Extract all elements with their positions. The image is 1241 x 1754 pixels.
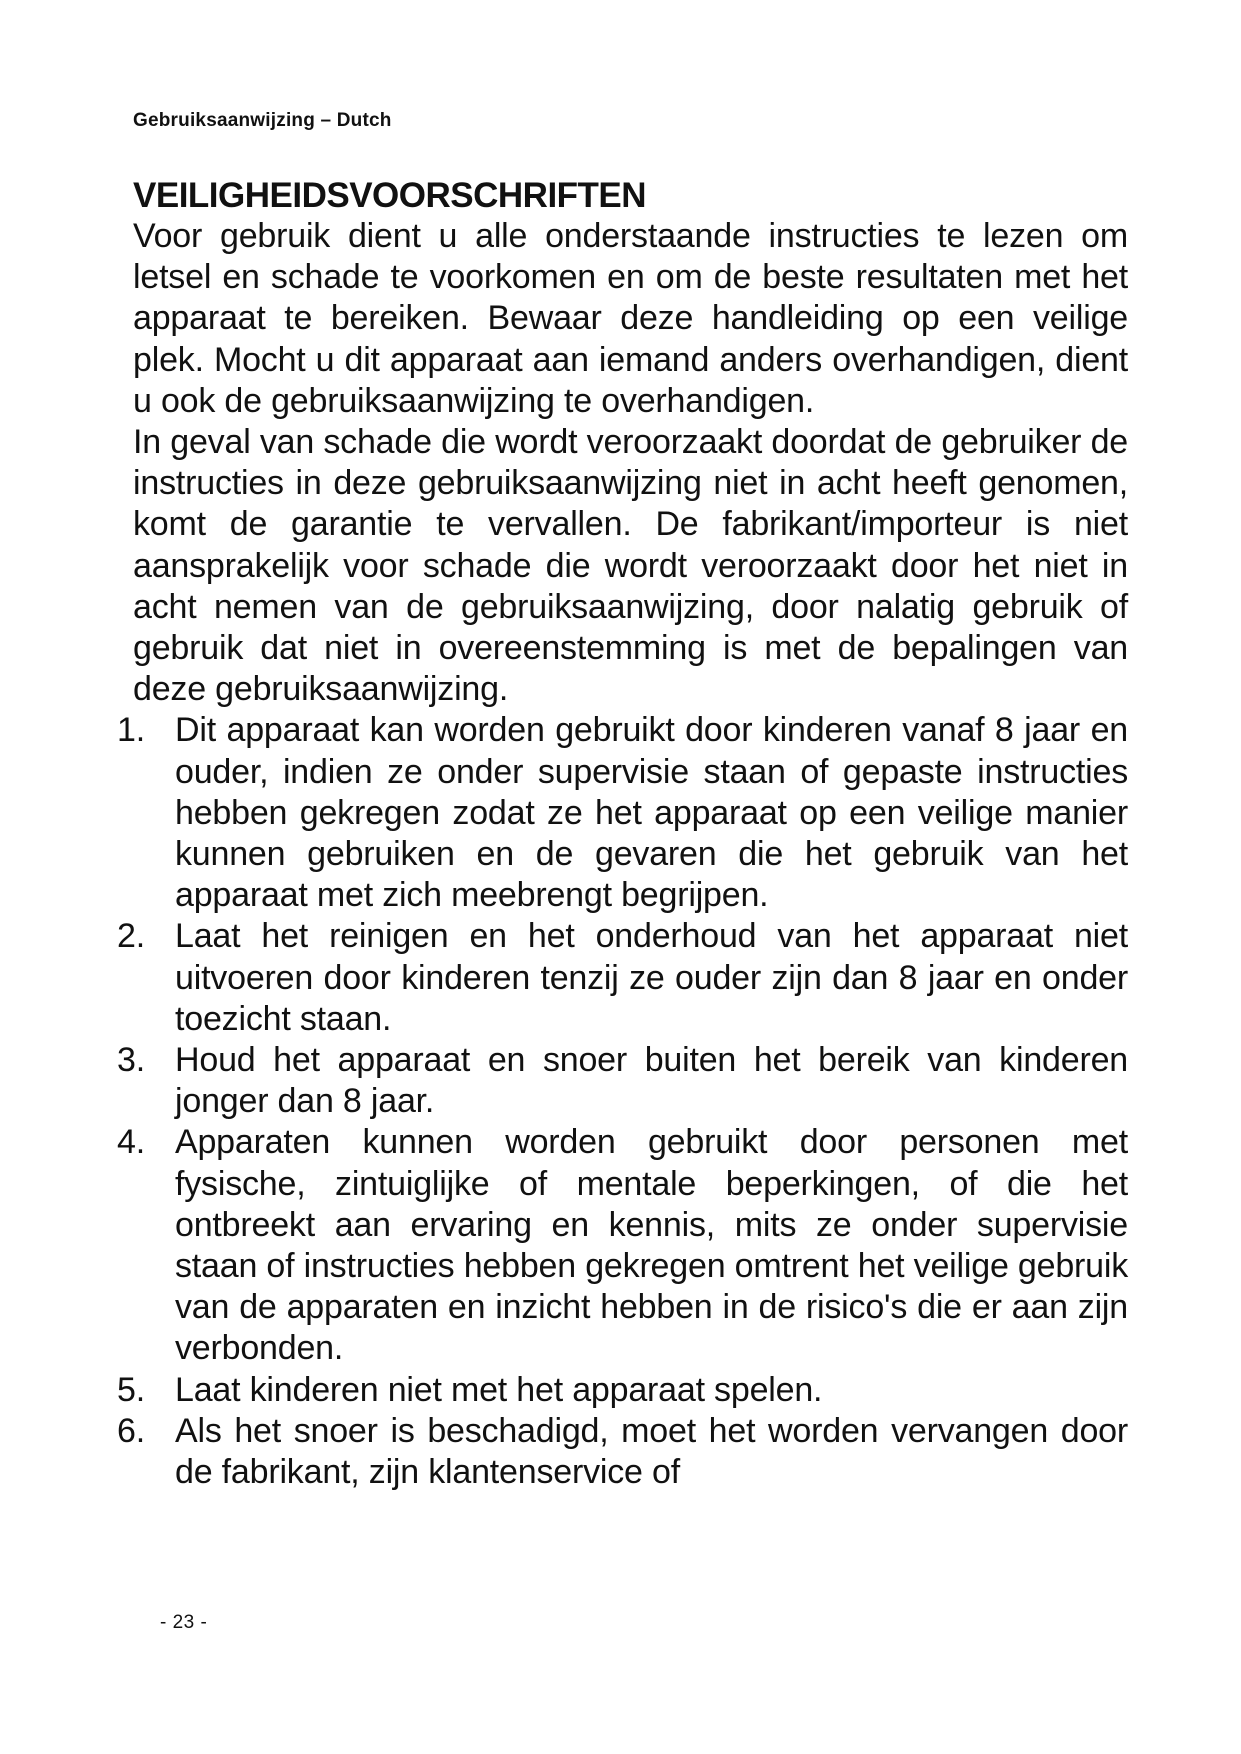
list-item-number: 2. [117,917,145,956]
intro-paragraph: Voor gebruik dient u alle onderstaande instructies te lezen om letsel en schade te voorkomen en om de beste resultaten met het apparaat te bereiken. Bewaar deze handleiding op een veilige plek. Mocht u dit apparaat aan iemand anders overhandigen, dient u ook de gebruiksaanwijzing te overhandigen. [133,217,1128,420]
list-item-number: 6. [117,1411,145,1450]
safety-section [117,176,1129,1493]
page-number: - 23 - [160,1612,208,1633]
list-item-text: Dit apparaat kan worden gebruikt door kinderen vanaf 8 jaar en ouder, indien ze onder supervisie staan of gepaste instructies hebben gekregen zodat ze het apparaat op een veilige manier kunnen gebruiken en de gevaren die het gebruik van het apparaat met zich meebrengt begrijpen. [175,711,1128,915]
list-item-number: 3. [117,1041,145,1080]
list-item-text: Als het snoer is beschadigd, moet het worden vervangen door de fabrikant, zijn klantenservice of [175,1411,1128,1492]
list-item-number: 5. [117,1370,145,1409]
list-item-text: Apparaten kunnen worden gebruikt door personen met fysische, zintuiglijke of mentale beperkingen, of die het ontbreekt aan ervaring en kennis, mits ze onder supervisie staan of instructies hebben gekregen omtrent het veilige gebruik van de apparaten en inzicht hebben in de risico's die er aan zijn verbonden. [175,1123,1129,1368]
list-item-number: 1. [117,711,145,750]
safety-rules-list [117,710,1129,1493]
list-item [117,1040,1128,1122]
running-header: Gebruiksaanwijzing – Dutch [133,110,392,131]
list-item [117,916,1128,1040]
list-item-text: Laat het reinigen en het onderhoud van het apparaat niet uitvoeren door kinderen tenzij ze ouder zijn dan 8 jaar en onder toezicht staan. [175,917,1128,1038]
list-item-text: Laat kinderen niet met het apparaat spelen. [175,1370,823,1409]
list-item-number: 4. [117,1123,145,1162]
list-item [117,1411,1128,1493]
list-item [117,1122,1129,1369]
liability-paragraph: In geval van schade die wordt veroorzaakt doordat de gebruiker de instructies in deze gebruiksaanwijzing niet in acht heeft genomen, komt de garantie te vervallen. De fabrikant/importeur is niet aansprakelijk voor schade die wordt veroorzaakt door het niet in acht nemen van de gebruiksaanwijzing, door nalatig gebruik of gebruik dat niet in overeenstemming is met de bepalingen van deze gebruiksaanwijzing. [133,423,1128,709]
list-item [117,1370,1128,1411]
list-item-text: Houd het apparaat en snoer buiten het bereik van kinderen jonger dan 8 jaar. [175,1041,1128,1121]
section-title: VEILIGHEIDSVOORSCHRIFTEN [133,176,647,215]
list-item [117,710,1128,916]
